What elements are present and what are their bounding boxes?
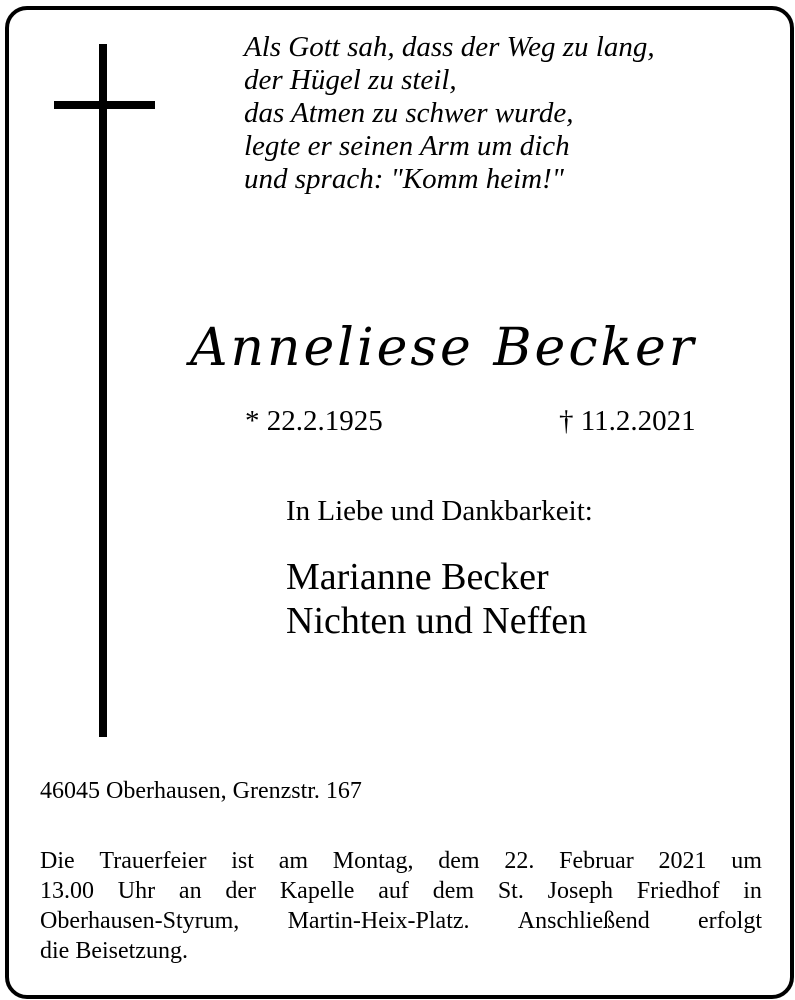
address: 46045 Oberhausen, Grenzstr. 167 — [40, 778, 362, 804]
funeral-notice — [40, 846, 762, 966]
notice-line: Oberhausen-Styrum, Martin-Heix-Platz. Anschließend erfolgt — [40, 908, 762, 934]
dedication-line: In Liebe und Dankbarkeit: — [286, 495, 593, 527]
cross-horizontal-bar — [54, 101, 155, 109]
mourner-name: Nichten und Neffen — [286, 600, 588, 642]
poem-line: der Hügel zu steil, — [244, 64, 457, 96]
deceased-name: Anneliese Becker — [190, 318, 697, 378]
death-date: † 11.2.2021 — [559, 405, 696, 437]
cross-vertical-bar — [99, 44, 107, 737]
mourners-list — [286, 555, 587, 643]
poem — [244, 31, 655, 196]
notice-line: 13.00 Uhr an der Kapelle auf dem St. Joseph Friedhof in — [40, 878, 762, 904]
mourner-name: Marianne Becker — [286, 556, 549, 598]
poem-line: Als Gott sah, dass der Weg zu lang, — [244, 31, 655, 63]
notice-line: die Beisetzung. — [40, 938, 188, 964]
notice-line: Die Trauerfeier ist am Montag, dem 22. Februar 2021 um — [40, 848, 762, 874]
poem-line: das Atmen zu schwer wurde, — [244, 97, 574, 129]
birth-date: * 22.2.1925 — [245, 405, 383, 437]
poem-line: und sprach: "Komm heim!" — [244, 163, 564, 195]
poem-line: legte er seinen Arm um dich — [244, 130, 570, 162]
